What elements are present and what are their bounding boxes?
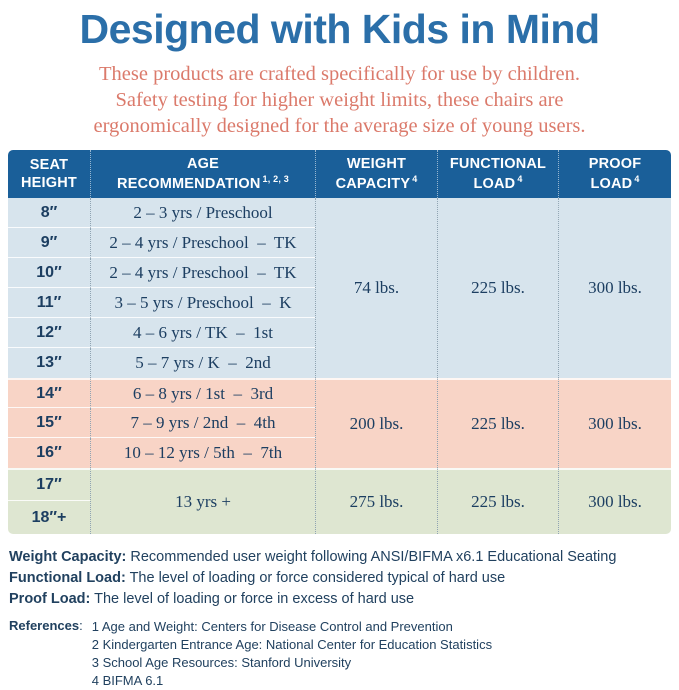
seat-height-cell: 18″+ bbox=[8, 501, 90, 534]
definition-functional-load bbox=[9, 568, 671, 589]
age-cell: 13 yrs + bbox=[90, 468, 315, 534]
references-list bbox=[92, 618, 492, 690]
seat-height-cell: 9″ bbox=[8, 228, 90, 258]
subtitle-line-1: These products are crafted specifically for use by children. bbox=[99, 63, 580, 85]
functional-load-cell: 225 lbs. bbox=[437, 468, 558, 534]
age-cell: 2 – 3 yrs / Preschool bbox=[90, 198, 315, 228]
table-row bbox=[8, 378, 671, 408]
age-cell: 6 – 8 yrs / 1st – 3rd bbox=[90, 378, 315, 408]
spec-table-wrapper bbox=[8, 150, 671, 534]
references-colon: : bbox=[79, 618, 83, 634]
definitions-block bbox=[9, 547, 671, 609]
seat-height-cell: 17″ bbox=[8, 468, 90, 501]
definition-text: Recommended user weight following ANSI/BIFMA x6.1 Educational Seating bbox=[126, 549, 617, 566]
proof-load-cell: 300 lbs. bbox=[558, 198, 671, 378]
age-cell: 2 – 4 yrs / Preschool – TK bbox=[90, 258, 315, 288]
spec-table bbox=[8, 150, 671, 534]
column-header-weight-capacity: WEIGHT CAPACITY $^4$ bbox=[315, 150, 437, 198]
footnote-marker: 4 bbox=[517, 174, 523, 185]
definition-label: Functional Load: bbox=[9, 570, 126, 587]
definition-text: The level of loading or force considered typical of hard use bbox=[125, 570, 506, 587]
definition-text: The level of loading or force in excess of hard use bbox=[90, 590, 415, 607]
weight-capacity-cell: 275 lbs. bbox=[315, 468, 437, 534]
reference-item: 4 BIFMA 6.1 bbox=[91, 673, 164, 689]
seat-height-cell: 16″ bbox=[8, 438, 90, 468]
definition-label: Proof Load: bbox=[9, 590, 91, 607]
header-row bbox=[8, 150, 671, 198]
seat-height-cell: 10″ bbox=[8, 258, 90, 288]
table-header bbox=[8, 150, 671, 198]
footnote-marker: 1, 2, 3 bbox=[262, 174, 289, 185]
table-row bbox=[8, 468, 671, 501]
age-cell: 3 – 5 yrs / Preschool – K bbox=[90, 288, 315, 318]
column-header-seat-height: SEAT HEIGHT bbox=[8, 150, 90, 198]
subtitle-line-3: ergonomically designed for the average size of young users. bbox=[93, 114, 586, 137]
seat-height-cell: 14″ bbox=[8, 378, 90, 408]
age-cell: 4 – 6 yrs / TK – 1st bbox=[90, 318, 315, 348]
subtitle-line-2: Safety testing for higher weight limits, these chairs are bbox=[115, 88, 564, 111]
age-cell: 10 – 12 yrs / 5th – 7th bbox=[90, 438, 315, 468]
table-row bbox=[8, 198, 671, 228]
reference-item: 3 School Age Resources: Stanford University bbox=[91, 655, 352, 671]
proof-load-cell: 300 lbs. bbox=[558, 468, 671, 534]
age-cell: 5 – 7 yrs / K – 2nd bbox=[90, 348, 315, 378]
functional-load-cell: 225 lbs. bbox=[437, 198, 558, 378]
proof-load-cell: 300 lbs. bbox=[558, 378, 671, 468]
seat-height-cell: 12″ bbox=[8, 318, 90, 348]
footnote-marker: 4 bbox=[634, 174, 640, 185]
seat-height-cell: 8″ bbox=[8, 198, 90, 228]
weight-capacity-cell: 74 lbs. bbox=[315, 198, 437, 378]
age-cell: 7 – 9 yrs / 2nd – 4th bbox=[90, 408, 315, 438]
seat-height-cell: 11″ bbox=[8, 288, 90, 318]
definition-proof-load bbox=[9, 589, 671, 610]
footnote-marker: 4 bbox=[412, 174, 418, 185]
definition-label: Weight Capacity: bbox=[9, 549, 127, 566]
seat-height-cell: 15″ bbox=[8, 408, 90, 438]
age-cell: 2 – 4 yrs / Preschool – TK bbox=[90, 228, 315, 258]
reference-item: 1 Age and Weight: Centers for Disease Control and Prevention bbox=[91, 619, 453, 635]
references-label: References bbox=[9, 618, 80, 634]
definition-weight-capacity bbox=[9, 547, 671, 568]
column-header-age-recommendation: AGE RECOMMENDATION $^{1, 2, 3}$ bbox=[90, 150, 315, 198]
subtitle bbox=[8, 62, 671, 139]
seat-height-cell: 13″ bbox=[8, 348, 90, 378]
weight-capacity-cell: 200 lbs. bbox=[315, 378, 437, 468]
column-header-proof-load: PROOF LOAD $^4$ bbox=[558, 150, 671, 198]
page-title: Designed with Kids in Mind bbox=[79, 6, 600, 52]
functional-load-cell: 225 lbs. bbox=[437, 378, 558, 468]
references-block bbox=[9, 618, 671, 690]
column-header-functional-load: FUNCTIONAL LOAD $^4$ bbox=[437, 150, 558, 198]
reference-item: 2 Kindergarten Entrance Age: National Center for Education Statistics bbox=[91, 637, 493, 653]
